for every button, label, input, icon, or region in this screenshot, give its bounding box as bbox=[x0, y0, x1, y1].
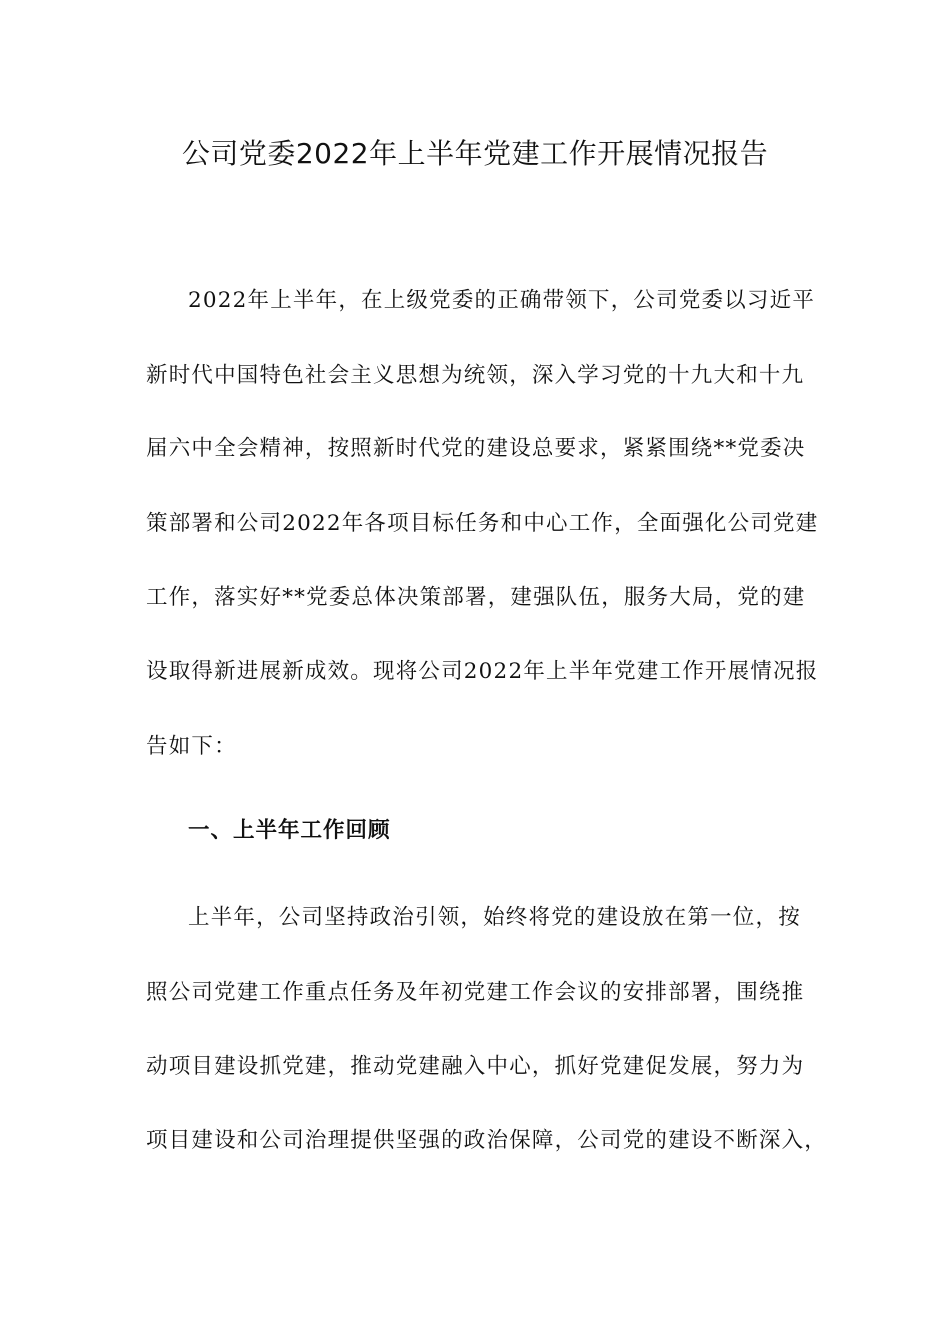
paragraph-1-line-1: 2022年上半年，在上级党委的正确带领下，公司党委以习近平 bbox=[188, 288, 816, 313]
paragraph-2-line-4: 项目建设和公司治理提供坚强的政治保障，公司党的建设不断深入， bbox=[146, 1128, 828, 1153]
paragraph-1-line-7: 告如下： bbox=[146, 734, 237, 759]
paragraph-1-line-6: 设取得新进展新成效。现将公司2022年上半年党建工作开展情况报 bbox=[146, 659, 819, 684]
section-1-heading: 一、上半年工作回顾 bbox=[188, 818, 391, 843]
paragraph-1-line-5: 工作，落实好**党委总体决策部署，建强队伍，服务大局，党的建 bbox=[146, 585, 806, 610]
paragraph-2-line-1: 上半年，公司坚持政治引领，始终将党的建设放在第一位，按 bbox=[188, 905, 801, 930]
paragraph-2-line-3: 动项目建设抓党建，推动党建融入中心，抓好党建促发展，努力为 bbox=[146, 1054, 805, 1079]
paragraph-1-line-2: 新时代中国特色社会主义思想为统领，深入学习党的十九大和十九 bbox=[146, 363, 805, 388]
paragraph-1-line-4: 策部署和公司2022年各项目标任务和中心工作，全面强化公司党建 bbox=[146, 511, 819, 536]
document-title: 公司党委2022年上半年党建工作开展情况报告 bbox=[181, 137, 769, 170]
paragraph-1-line-3: 届六中全会精神，按照新时代党的建设总要求，紧紧围绕**党委决 bbox=[146, 436, 806, 461]
paragraph-2-line-2: 照公司党建工作重点任务及年初党建工作会议的安排部署，围绕推 bbox=[146, 980, 805, 1005]
